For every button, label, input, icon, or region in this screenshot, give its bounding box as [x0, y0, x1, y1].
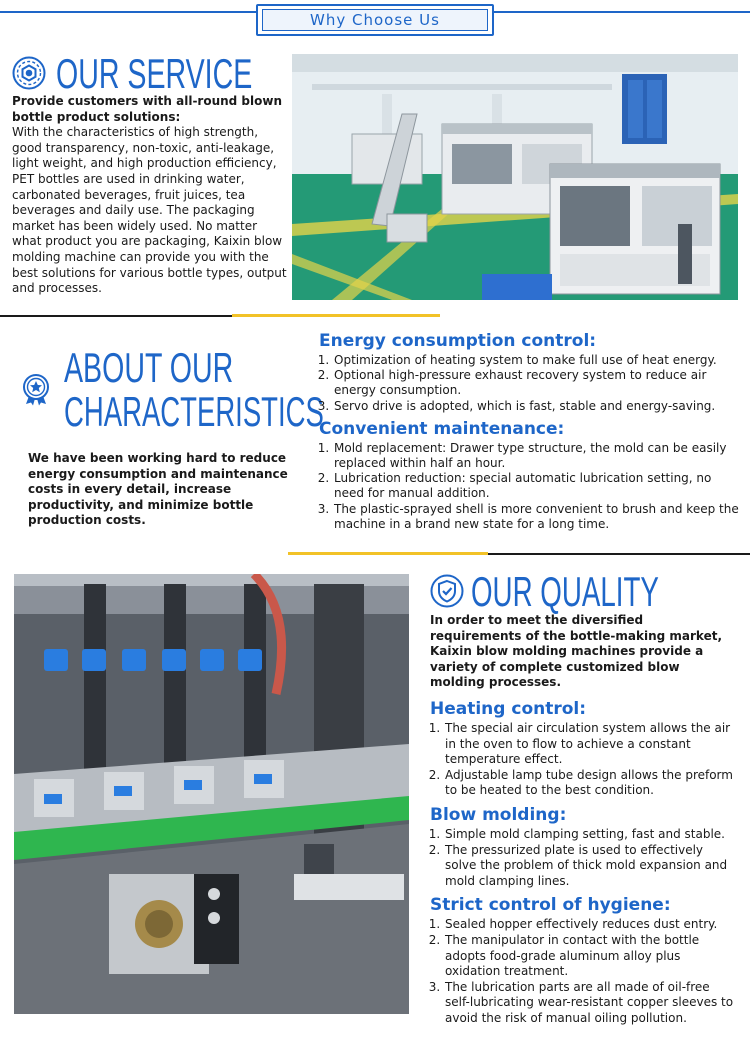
maintenance-heading: Convenient maintenance: — [319, 418, 565, 439]
quality-title: OUR QUALITY — [471, 568, 659, 615]
characteristics-intro: We have been working hard to reduce energy consumption and maintenance costs in every detail, increase productivity, and minimize bottle production costs. — [28, 451, 288, 528]
quality-intro: In order to meet the diversified requirements of the bottle-making market, Kaixin blow molding machines provide a variety of complete customized blow molding processes. — [430, 613, 722, 690]
medal-star-icon — [20, 372, 52, 406]
list-item: 2. The pressurized plate is used to effectively solve the problem of thick mold expansion and mold clamping lines. — [444, 843, 738, 890]
characteristics-title-line2: CHARACTERISTICS — [64, 388, 324, 435]
energy-list — [319, 353, 739, 414]
service-title: OUR SERVICE — [56, 50, 253, 97]
blow-molding-list — [430, 827, 738, 889]
list-item: 1. The special air circulation system allows the air in the oven to flow to achieve a constant temperature effect. — [444, 721, 738, 768]
characteristics-title-line1: ABOUT OUR — [64, 344, 234, 391]
blow-molding-heading: Blow molding: — [430, 804, 567, 825]
service-body: With the characteristics of high strength, good transparency, non-toxic, anti-leakage, light weight, and high production efficiency, PET bottles are used in drinking water, carbonated beverages, fruit juices, tea beverages and daily use. The packaging market has been widely used. No matter what product you are packaging, Kaixin blow molding machine can provide you with the best solutions for various bottle types, output and processes. — [12, 125, 287, 296]
hygiene-list — [430, 917, 738, 1026]
heating-list — [430, 721, 738, 799]
list-item: 2. Optional high-pressure exhaust recovery system to reduce air energy consumption. — [333, 368, 739, 398]
list-item: 3. The plastic-sprayed shell is more convenient to brush and keep the machine in a brand new state for a long time. — [333, 502, 739, 532]
header-title: Why Choose Us — [310, 11, 440, 29]
mold-mechanism-photo — [14, 574, 409, 1014]
shield-check-icon — [430, 574, 464, 608]
energy-heading: Energy consumption control: — [319, 331, 597, 351]
factory-floor-photo — [292, 54, 738, 300]
list-item: 2. The manipulator in contact with the bottle adopts food-grade aluminum alloy plus oxidation treatment. — [444, 933, 738, 980]
heating-heading: Heating control: — [430, 698, 587, 719]
maintenance-list — [319, 441, 739, 532]
service-lead: Provide customers with all-round blown bottle product solutions: — [12, 94, 283, 124]
list-item: 2. Lubrication reduction: special automatic lubrication setting, no need for manual addition. — [333, 471, 739, 501]
list-item: 1. Sealed hopper effectively reduces dust entry. — [444, 917, 738, 933]
header-tab — [256, 4, 494, 36]
list-item: 3. Servo drive is adopted, which is fast, stable and energy-saving. — [333, 399, 739, 414]
list-item: 1. Simple mold clamping setting, fast and stable. — [444, 827, 738, 843]
section-divider-accent — [232, 314, 440, 317]
list-item: 3. The lubrication parts are all made of oil-free self-lubricating wear-resistant copper sleeves to avoid the risk of manual oiling pollution. — [444, 980, 738, 1027]
hygiene-heading: Strict control of hygiene: — [430, 895, 671, 916]
list-item: 1. Mold replacement: Drawer type structure, the mold can be easily replaced within half an hour. — [333, 441, 739, 471]
gear-icon — [12, 56, 46, 90]
list-item: 2. Adjustable lamp tube design allows the preform to be heated to the best condition. — [444, 768, 738, 799]
list-item: 1. Optimization of heating system to make full use of heat energy. — [333, 353, 739, 368]
section-divider-accent — [288, 552, 488, 555]
